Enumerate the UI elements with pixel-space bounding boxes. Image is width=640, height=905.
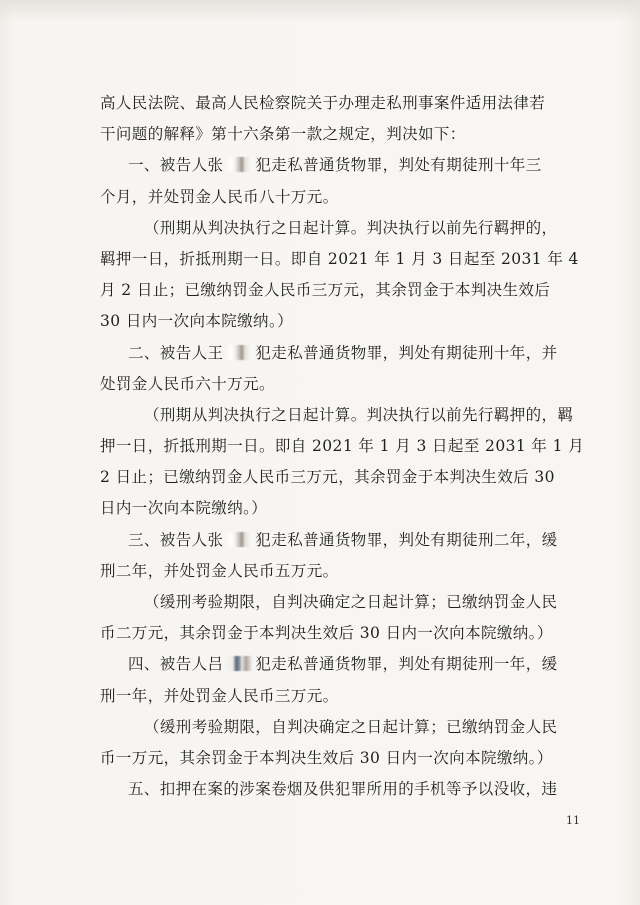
text-line: （缓刑考验期限，自判决确定之日起计算；已缴纳罚金人民 bbox=[144, 593, 558, 611]
text-line: （刑期从判决执行之日起计算。判决执行以前先行羁押的， bbox=[144, 218, 558, 237]
text-line: 干问题的解释》第十六条第一款之规定，判决如下： bbox=[100, 125, 466, 144]
verdict-text: 犯走私普通货物罪，判处有期徒刑十年三 bbox=[255, 156, 542, 175]
verdict-text: 犯走私普通货物罪，判处有期徒刑一年，缓 bbox=[255, 655, 558, 674]
text-line: 个月，并处罚金人民币八十万元。 bbox=[100, 187, 339, 206]
text-line: 刑一年，并处罚金人民币三万元。 bbox=[100, 686, 339, 705]
verdict-text: 犯走私普通货物罪，判处有期徒刑二年，缓 bbox=[255, 530, 558, 549]
text-line: （刑期从判决执行之日起计算。判决执行以前先行羁押的，羁 bbox=[144, 405, 574, 424]
text-line: 30 日内一次向本院缴纳。） bbox=[100, 312, 294, 331]
redaction-mark bbox=[225, 345, 253, 360]
text-line: 日内一次向本院缴纳。） bbox=[100, 499, 268, 518]
text-line: 月 2 日止；已缴纳罚金人民币三万元，其余罚金于本判决生效后 bbox=[100, 281, 551, 300]
text-line: 2 日止；已缴纳罚金人民币三万元，其余罚金于本判决生效后 30 bbox=[100, 468, 555, 487]
verdict-text: 犯走私普通货物罪，判处有期徒刑十年，并 bbox=[255, 343, 558, 362]
text-line: 高人民法院、最高人民检察院关于办理走私刑事案件适用法律若 bbox=[100, 94, 546, 112]
verdict-item-5: 五、扣押在案的涉案卷烟及供犯罪所用的手机等予以没收，违 bbox=[128, 780, 558, 799]
redaction-mark bbox=[225, 157, 253, 172]
defendant-label: 二、被告人王 bbox=[128, 343, 224, 362]
verdict-item-3 bbox=[100, 525, 560, 556]
text-line: 押一日，折抵刑期一日。即自 2021 年 1 月 3 日起至 2031 年 1 月 bbox=[100, 437, 585, 456]
verdict-item-2 bbox=[100, 338, 560, 369]
text-line: 刑二年，并处罚金人民币五万元。 bbox=[100, 561, 339, 580]
scan-shadow bbox=[0, 0, 640, 22]
verdict-item-4 bbox=[100, 649, 560, 680]
defendant-label: 三、被告人张 bbox=[128, 530, 224, 549]
text-line: 处罚金人民币六十万元。 bbox=[100, 374, 275, 393]
text-line: 币一万元，其余罚金于本判决生效后 30 日内一次向本院缴纳。） bbox=[100, 748, 553, 767]
judgment-text bbox=[100, 88, 585, 805]
defendant-label: 四、被告人吕 bbox=[128, 655, 224, 674]
redaction-mark bbox=[225, 532, 253, 547]
redaction-mark bbox=[225, 656, 253, 671]
page-number: 11 bbox=[566, 814, 580, 827]
verdict-item-1 bbox=[100, 150, 560, 181]
text-line: 羁押一日，折抵刑期一日。即自 2021 年 1 月 3 日起至 2031 年 4 bbox=[100, 249, 579, 268]
defendant-label: 一、被告人张 bbox=[128, 156, 224, 175]
text-line: 币二万元，其余罚金于本判决生效后 30 日内一次向本院缴纳。） bbox=[100, 624, 553, 643]
text-line: （缓刑考验期限，自判决确定之日起计算；已缴纳罚金人民 bbox=[144, 717, 558, 736]
